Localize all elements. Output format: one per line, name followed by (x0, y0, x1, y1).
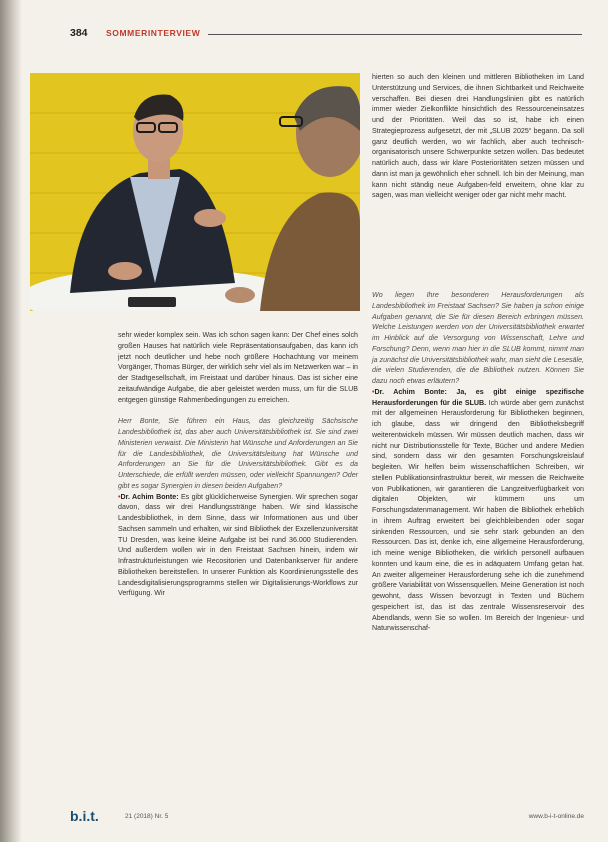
page-number: 384 (70, 27, 88, 39)
left-top-text: sehr wieder komplex sein. Was ich schon sagen kann: Der Chef eines solch großen Hauses hat natürlich viele Repräsentationsaufgaben, das kann ich jetzt noch deutlicher und hebe noch größere Hochachtung vor meinem Vorgänger, Thomas Bürger, der wirklich sehr viel als im Netzwerken war – in der Stadtgesellschaft, im Freistaat und darüber hinaus. Das ist sicher eine zeitaufwändige Aufgabe, die aber geleistet werden muss, um für die SLUB entgegen günstige Rahmenbedingungen zu erreichen. (118, 331, 358, 404)
right-question: Wo liegen Ihre besonderen Herausforderungen als Landesbibliothek im Freistaat Sachsen? Sie haben ja schon einige Aufgaben genannt, die Sie für diesen Bereich erbringen müssen. Welche Leistungen werden von der Universitätsbibliothek erwartet im Hinblick auf die Versorgung von Wissenschaft, Lehre und Forschung? Denn, wenn man hier in die SLUB kommt, nimmt man ja zunächst die Universitätsbibliothek wahr, man sieht die Lesesäle, die vielen Studierenden, die die Bibliothek nutzen. Können Sie dazu noch etwas erläutern? (372, 291, 584, 385)
bit-logo: b.i.t. (70, 808, 99, 824)
binding-shadow (0, 0, 22, 842)
website-url: www.b-i-t-online.de (528, 813, 584, 820)
right-answer: Ich würde aber gern zunächst mit der allgemeinen Herausforderung für Bibliotheken beginnen, ich glaube, dass wir dringend den Bibliotheksbegriff weiterentwickeln müssen. Wir müssen deutlich machen, dass wir nicht nur Distributionsstelle für Texte, Bücher und andere Medien sind, sondern dass wir den gesamten Forschungskreislauf begleiten. Wir helfen beim wissenschaftlichen Schreiben, wir stellen Publikationsinfrastruktur bereit, wir messen die Reichweite von Publikationen, wir garantieren die Langzeitverfügbarkeit von digitalen Objekten, wir kümmern uns um Forschungsdatenmanagement. Wir haben die Bibliothek erheblich in ihrem Auftrag erweitert bei gleichbleibenden oder sogar sinkenden Ressourcen, und sie sehr stark gebunden an den Ressourcen. Das ist, denke ich, eine allgemeine Herausforderung, ich meine wenige Bibliotheken, die wirklich personell aufbauen konnten und kaum eine, die es in adäquatem Umfang getan hat. An zweiter allgemeiner Herausforderung sehe ich die zunehmend größere Variabilität von Wissensquellen. Meine Generation ist noch gewohnt, dass Wissen bevorzugt in Texten und Büchern gespeichert ist, das ist das zentrale Wissensreservoir des Abendlands, wenn Sie so wollen. Im Bereich der Ingenieur- und Naturwissenschaf- (372, 398, 584, 633)
issue-label: 21 (2018) Nr. 5 (125, 813, 169, 820)
right-top-paragraph (372, 72, 584, 201)
right-answer-lead: Ja, es gibt einige spezifische Herausforderungen für die SLUB. (372, 387, 584, 407)
left-answer-speaker: Dr. Achim Bonte: (120, 492, 179, 501)
right-answer-speaker: Dr. Achim Bonte: (374, 387, 447, 396)
right-column (372, 290, 584, 634)
header-rule (208, 34, 582, 35)
page-footer (70, 808, 584, 824)
left-question: Herr Bonte, Sie führen ein Haus, das gleichzeitig Sächsische Landesbibliothek ist, das aber auch Universitätsbibliothek ist. Sie sind zwei Ministerien verwaist. Die Ministerin hat Wünsche und Anforderungen an Sie für die Landesbibliothek, die Universitätsleitung hat Wünsche und Anforderungen an Sie für die Universitätsbibliothek. Gibt es da Unterschiede, die erfüllt werden müssen, oder vielleicht Spannungen? Oder gibt es sogar Synergien in diesen beiden Aufgaben? (118, 417, 358, 490)
answer-bullet: • (118, 492, 121, 501)
left-column (118, 330, 358, 599)
photo-illustration (30, 73, 360, 311)
section-title: SOMMERINTERVIEW (106, 28, 201, 38)
page-header (70, 27, 582, 41)
left-answer: Es gibt glücklicherweise Synergien. Wir sprechen sogar davon, dass wir drei Handlungsstränge haben. Wir sind klassische Landesbibliothek, in dem Sinne, dass wir Informationen aus und über Sachsen sammeln und erhalten, wir sind Bibliothek der Exzellenzuniversität TU Dresden, was keine kleine Aufgabe ist bei rund 36.000 Studierenden. Und außerdem wollen wir in den Freistaat Sachsen hinein, indem wir Infrastrukturleistungen wie Recositorien und Datenbankserver für andere Bibliotheken bereitstellen. In unserer Funktion als Koordinierungsstelle des Landesdigitalisierungsprogramms stellen wir Digitalisierungs-Workflows zur Verfügung. Wir (118, 492, 358, 598)
interview-photo (30, 73, 360, 311)
right-top-text: hierten so auch den kleinen und mittleren Bibliotheken im Land Unterstützung und Services, die ihnen Sichtbarkeit und Reichweite verschaffen. Bei diesen drei Handlungslinien gibt es natürlich immer wieder Zielkonflikte hinsichtlich des Ressourceneinsatzes und der Prioritäten. Weil das so ist, habe ich einen Strategieprozess aufgesetzt, der mit „SLUB 2025“ begann. Da soll ganz deutlich werden, wo wir fachlich, aber auch technisch-organisatorisch unsere Schwerpunkte setzen wollen. Das bedeutet natürlich auch, dass wir klare Posterioritäten setzen müssen und dann ist man ja gewöhnlich eher schnell. Ich bin der Meinung, man kann nicht ständig neue Aufgaben-feld erweitern, ohne klar zu sagen, was man vielleicht weniger oder gar nicht mehr macht. (372, 73, 584, 200)
answer-bullet: • (372, 387, 375, 396)
